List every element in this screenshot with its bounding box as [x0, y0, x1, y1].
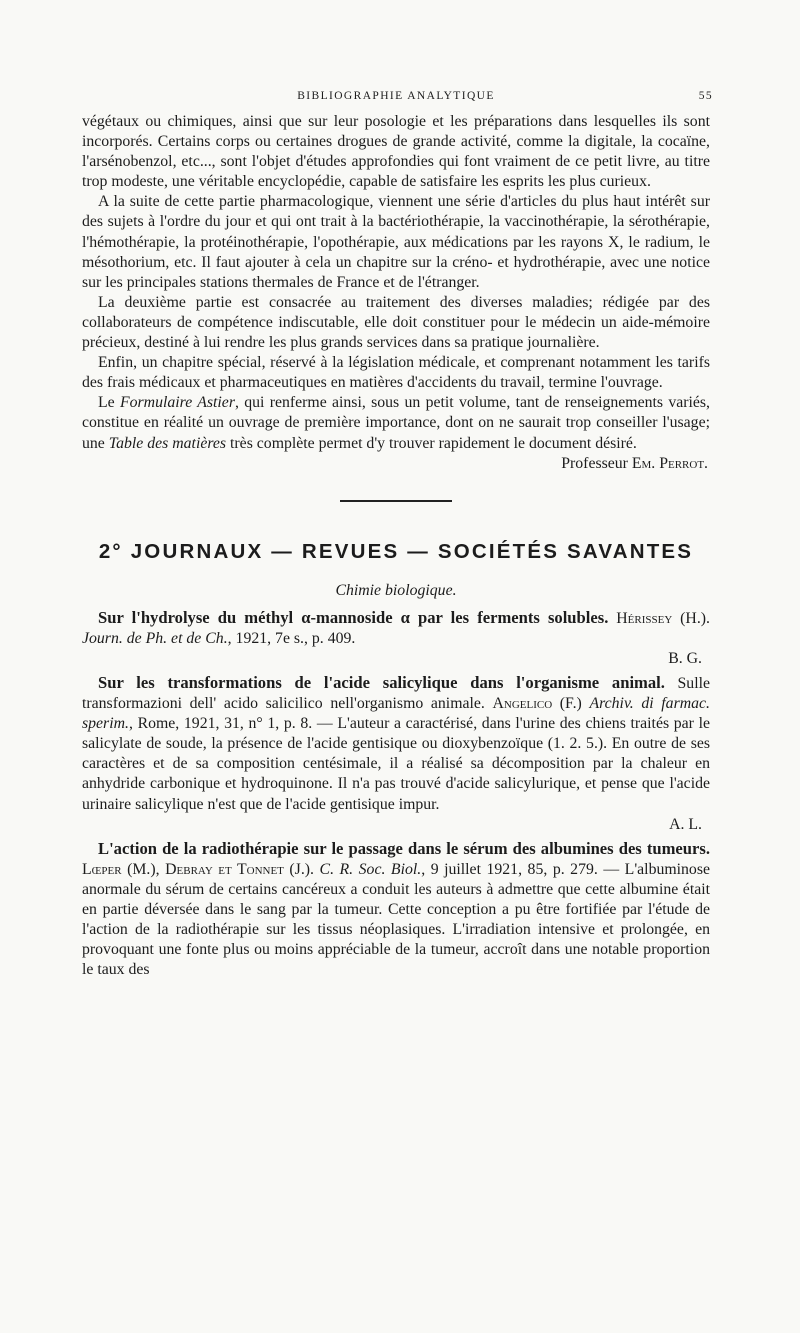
article-details: , 9 juillet 1921, 85, p. 279. [421, 860, 598, 878]
signature-prefix: Professeur [561, 454, 632, 472]
article-text [82, 608, 710, 649]
review-paragraph-3: La deuxième partie est consacrée au traitement des diverses maladies; rédigée par des collaborateurs de compétence indiscutable, elle doit constituer pour le médecin un aide-mémoire précieux, destiné à lui rendre les plus grands services dans sa pratique journalière. [82, 293, 710, 352]
article-initials: B. G. [668, 649, 702, 667]
article-journal: Archiv. di farmac. sperim. [82, 695, 710, 733]
article-text [82, 673, 710, 815]
page-number: 55 [698, 90, 713, 102]
text-run: , qui renferme ainsi, sous un petit volume, tant de renseignements variés, constitue en réalité un ouvrage de première importance, dont on ne saurait trop conseiller l'usage; une [82, 394, 710, 452]
book-title: Formulaire Astier [119, 394, 235, 412]
running-title: BIBLIOGRAPHIE ANALYTIQUE [297, 90, 495, 102]
separator-rule [340, 500, 452, 502]
review-paragraph-5 [82, 393, 710, 453]
review-signature [82, 454, 710, 474]
section-title: 2° JOURNAUX — REVUES — SOCIÉTÉS SAVANTES [98, 539, 694, 563]
running-head [82, 90, 713, 112]
article-title: L'action de la radiothérapie sur le passage dans le sérum des albumines des tumeurs. [98, 838, 710, 858]
article-authors: Lœper (M.), Debray et Tonnet (J.). [82, 860, 314, 878]
article-1 [82, 608, 710, 669]
signature-name: Em. Perrot. [631, 454, 708, 472]
article-2 [82, 673, 710, 835]
text-run: très complète permet d'y trouver rapidement le document désiré. [226, 434, 637, 452]
review-paragraph-2: A la suite de cette partie pharmacologique, viennent une série d'articles du plus haut intérêt sur des sujets à l'ordre du jour et qui ont trait à la bactériothérapie, la vaccinothérapie, la sérothérapie, l'hémothérapie, la protéinothérapie, l'opothérapie, aux médications par les rayons X, le radium, le mésothorium, etc. Il faut ajouter à cela un chapitre sur la créno- et hydrothérapie, avec une notice sur les principales stations thermales de France et de l'étranger. [82, 193, 710, 291]
article-title: Sur les transformations de l'acide salicylique dans l'organisme animal. [98, 672, 665, 692]
subheading: Chimie biologique. [335, 581, 457, 599]
article-authors: Hérissey (H.). [616, 609, 710, 627]
text-run: Le [98, 394, 120, 412]
article-journal: Journ. de Ph. et de Ch. [82, 629, 228, 647]
page [82, 90, 713, 980]
article-details: , 1921, 7e s., p. 409. [227, 629, 356, 647]
article-3 [82, 839, 710, 981]
article-journal: C. R. Soc. Biol. [319, 860, 422, 878]
article-title: Sur l'hydrolyse du méthyl α-mannoside α par les ferments solubles. [98, 607, 609, 627]
article-initials: A. L. [669, 815, 702, 833]
review-paragraph-1: végétaux ou chimiques, ainsi que sur leur posologie et les préparations dans lesquelles ils sont incorporés. Certains corps ou certaines drogues de grande activité, comme la digitale, la cocaïne, l'arsénobenzol, etc..., sont l'objet d'études approfondies qui font vraiment de ce petit livre, au titre trop modeste, une véritable encyclopédie, capable de satisfaire les esprits les plus curieux. [82, 113, 710, 191]
article-details: , Rome, 1921, 31, n° 1, p. 8. [128, 715, 313, 733]
article-original-title: Sulle transformazioni dell' acido salicilico nell'organismo animale. [82, 674, 710, 713]
article-text [82, 839, 710, 981]
article-body: — L'auteur a caractérisé, dans l'urine des chiens traités par le salicylate de soude, la présence de l'acide gentisique ou dioxybenzoïque (1. 2. 5.). En outre de ses caractères et de sa composition centésimale, il a réalisé sa décomposition par la chaleur en anhydride carbonique et hydroquinone. Il n'a pas trouvé d'acide salicylurique, et pense que l'acide urinaire salicylique n'est que de l'acide gentisique impur. [82, 715, 710, 813]
review-paragraph-4: Enfin, un chapitre spécial, réservé à la législation médicale, et comprenant notamment les tarifs des frais médicaux et pharmaceutiques en matières d'accidents du travail, termine l'ouvrage. [82, 354, 710, 392]
table-des-matieres: Table des matières [108, 434, 227, 452]
article-authors: Angelico (F.) [492, 695, 582, 713]
article-body: — L'albuminose anormale du sérum de certains cancéreux a conduit les auteurs à admettre que cette albumine était en partie déversée dans le sang par la tumeur. Cette conception a pu être fortifiée par l'étude de l'action de la radiothérapie sur les tissus néoplasiques. L'irradiation intensive et prolongée, en provoquant une fonte plus ou moins appréciable de la tumeur, accroît dans une notable proportion le taux des [82, 860, 710, 979]
